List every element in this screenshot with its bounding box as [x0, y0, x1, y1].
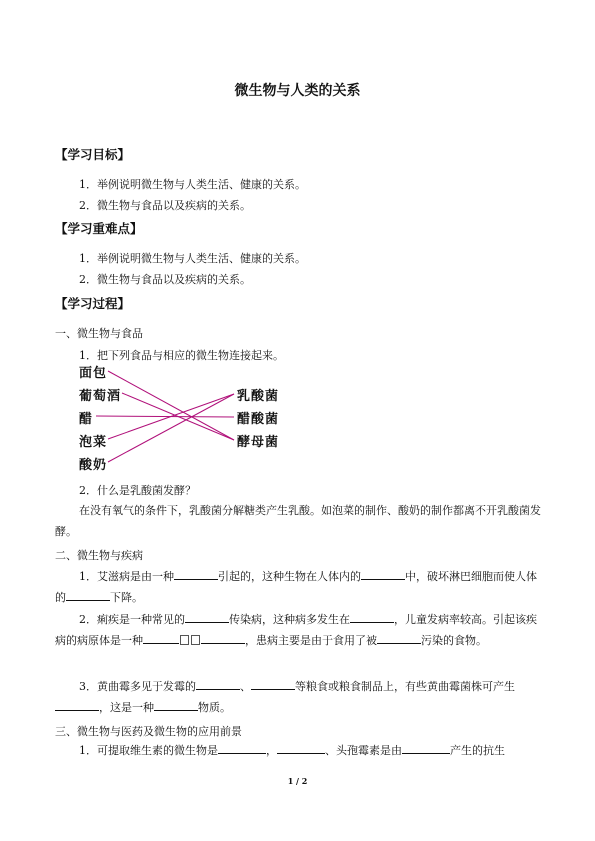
section-title: 二、微生物与疾病: [55, 549, 143, 562]
food-item: 葡萄酒: [79, 389, 122, 404]
process-heading: 【学习过程】: [55, 296, 131, 311]
disease-paragraph-3: 3．黄曲霉多见于发霉的 、 等粮食或粮食制品上，有些黄曲霉菌株可产生，这是一种 物质。: [55, 676, 545, 718]
fill-blank[interactable]: [402, 741, 450, 754]
key-points-heading: 【学习重难点】: [55, 221, 143, 236]
medicine-paragraph-1: 1．可提取维生素的微生物是 ， 、头孢霉素是由 产生的抗生: [55, 740, 545, 761]
page-title: 微生物与人类的关系: [234, 83, 361, 99]
fill-blank[interactable]: [66, 588, 110, 601]
fill-blank[interactable]: [174, 567, 218, 580]
box-symbol: [180, 635, 189, 645]
fill-blank[interactable]: [251, 677, 295, 690]
microbe-item: 乳酸菌: [237, 389, 280, 404]
key-point-item: 1．举例说明微生物与人类生活、健康的关系。: [79, 252, 306, 265]
fill-blank[interactable]: [361, 567, 405, 580]
goal-item: 1．举例说明微生物与人类生活、健康的关系。: [79, 178, 306, 191]
fill-blank[interactable]: [218, 741, 266, 754]
fill-blank[interactable]: [143, 631, 179, 644]
fill-blank[interactable]: [277, 741, 325, 754]
match-line: [108, 371, 234, 440]
match-line: [96, 416, 234, 417]
fill-blank[interactable]: [154, 698, 198, 711]
fill-blank[interactable]: [201, 631, 245, 644]
page-number: 1 / 2: [287, 776, 308, 786]
fill-blank[interactable]: [350, 610, 394, 623]
disease-paragraph-1: 1．艾滋病是由一种 引起的，这种生物在人体内的 中，破坏淋巴细胞而使人体的 下降。: [55, 566, 545, 608]
goal-item: 2．微生物与食品以及疾病的关系。: [79, 199, 251, 212]
fill-blank[interactable]: [196, 677, 240, 690]
box-symbol: [191, 635, 200, 645]
goals-heading: 【学习目标】: [55, 147, 131, 162]
fill-blank[interactable]: [185, 610, 229, 623]
question-2: 2．什么是乳酸菌发酵？: [79, 484, 196, 497]
food-item: 醋: [79, 412, 94, 427]
fill-blank[interactable]: [377, 631, 421, 644]
question-1: 1．把下列食品与相应的微生物连接起来。: [79, 349, 284, 362]
match-line: [108, 394, 234, 462]
disease-paragraph-2: 2．痢疾是一种常见的 传染病，这种病多发生在 ，儿童发病率较高。引起该疾病的病原体是一种 ，患病主要是由于食用了被 污染的食物。: [55, 609, 545, 651]
section-title: 三、微生物与医药及微生物的应用前景: [55, 725, 242, 738]
food-item: 酸奶: [79, 458, 108, 473]
answer-2: 在没有氧气的条件下，乳酸菌分解糖类产生乳酸。如泡菜的制作、酸奶的制作都离不开乳酸菌发酵。: [55, 504, 541, 538]
food-item: 面包: [79, 366, 108, 381]
microbe-item: 酵母菌: [237, 435, 280, 450]
microbe-item: 醋酸菌: [237, 412, 280, 427]
fill-blank[interactable]: [55, 698, 99, 711]
section-title: 一、微生物与食品: [55, 327, 143, 340]
food-item: 泡菜: [79, 435, 108, 450]
key-point-item: 2．微生物与食品以及疾病的关系。: [79, 273, 251, 286]
